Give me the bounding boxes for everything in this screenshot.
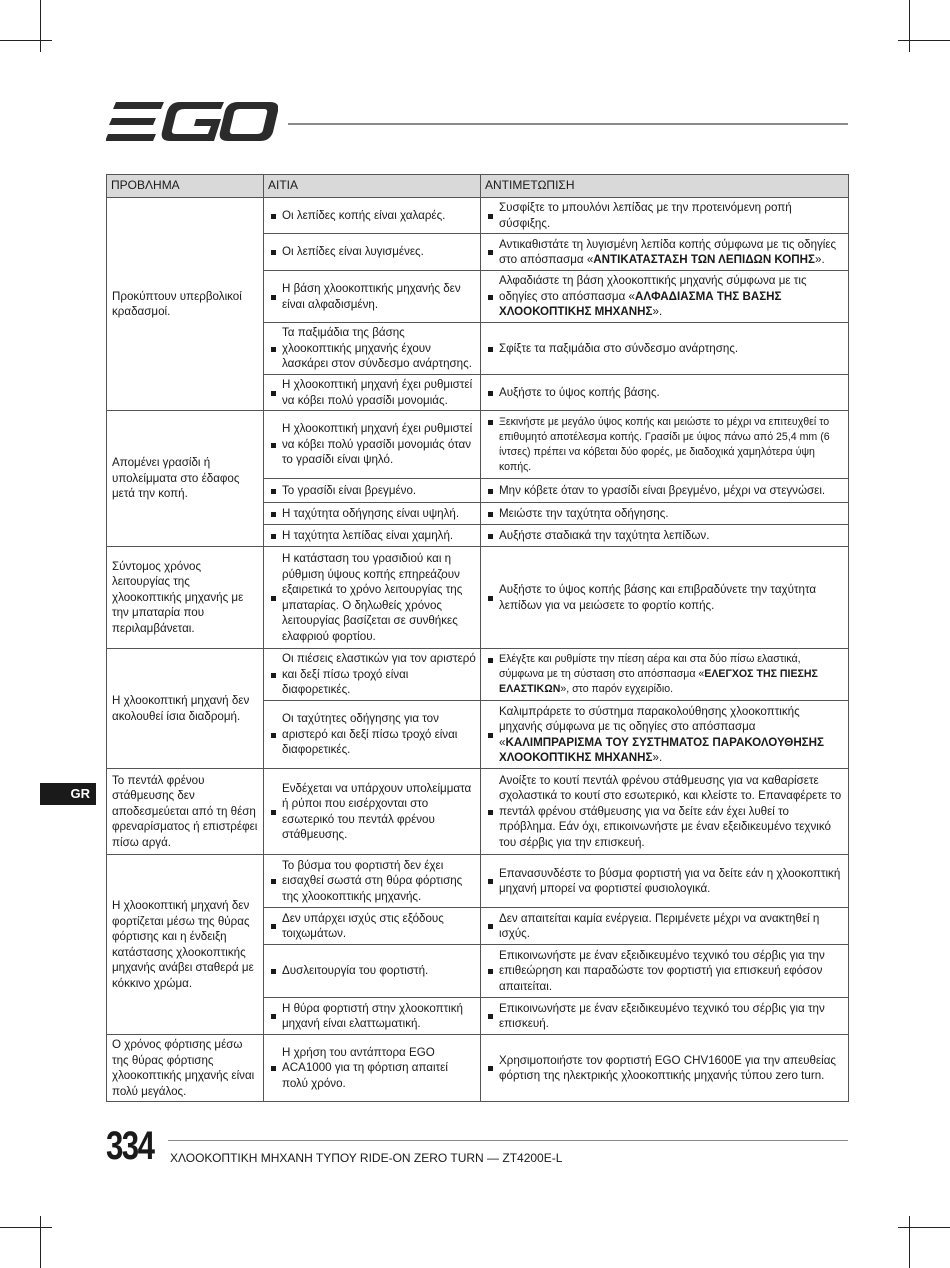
cause-cell: Η χλοοκοπτική μηχανή έχει ρυθμιστεί να κόβει πολύ γρασίδι μονομιάς όταν το γρασίδι είναι ψηλό. [264, 411, 481, 479]
remedy-text: Ελέγξτε και ρυθμίστε την πίεση αέρα και στα δύο πίσω ελαστικά, σύμφωνα με τη σύσταση στο απόσπασμα « [499, 653, 801, 680]
troubleshooting-table [106, 174, 849, 1102]
cause-cell: Οι λεπίδες είναι λυγισμένες. [264, 234, 481, 271]
table-row [107, 1035, 849, 1102]
cause-cell: Οι πιέσεις ελαστικών για τον αριστερό και δεξί πίσω τροχό είναι διαφορετικές. [264, 649, 481, 701]
problem-cell: Σύντομος χρόνος λειτουργίας της χλοοκοπτικής μηχανής με την μπαταρία που περιλαμβάνεται. [107, 547, 264, 649]
remedy-cell [481, 479, 849, 503]
cause-cell: Οι λεπίδες κοπής είναι χαλαρές. [264, 198, 481, 234]
table-row [107, 411, 849, 479]
cause-cell: Η χλοοκοπτική μηχανή έχει ρυθμιστεί να κόβει πολύ γρασίδι μονομιάς. [264, 375, 481, 411]
table-row [107, 547, 849, 649]
remedy-text: Δεν απαιτείται καμία ενέργεια. Περιμένετε μέχρι να ανακτηθεί η ισχύς. [499, 911, 820, 940]
remedy-cell [481, 855, 849, 908]
crop-mark [909, 1216, 910, 1268]
problem-cell: Η χλοοκοπτική μηχανή δεν φορτίζεται μέσω της θύρας φόρτισης και η ένδειξη κατάστασης χλοοκοπτικής μηχανής ανάβει σταθερά με κόκκινο χρώμα. [107, 855, 264, 1035]
remedy-cell [481, 701, 849, 769]
remedy-text: Επικοινωνήστε με έναν εξειδικευμένο τεχνικό του σέρβις για την επιθεώρηση και παραδώστε τον φορτιστή για επισκευή εφόσον απαιτείται. [499, 948, 825, 993]
remedy-text: Αυξήστε το ύψος κοπής βάσης. [499, 385, 660, 399]
remedy-text: Σφίξτε τα παξιμάδια στο σύνδεσμο ανάρτησης. [499, 341, 739, 355]
remedy-cell [481, 375, 849, 411]
crop-mark [0, 1227, 52, 1228]
crop-mark [898, 1227, 950, 1228]
remedy-cell [481, 649, 849, 701]
remedy-cell [481, 769, 849, 855]
problem-cell: Απομένει γρασίδι ή υπολείμματα στο έδαφος μετά την κοπή. [107, 411, 264, 547]
remedy-text: Συσφίξτε το μπουλόνι λεπίδας με την προτεινόμενη ροπή σύσφιξης. [499, 201, 792, 230]
remedy-text: », στο παρόν εγχειρίδιο. [560, 683, 674, 695]
cause-cell: Η βάση χλοοκοπτικής μηχανής δεν είναι αλφαδισμένη. [264, 271, 481, 323]
remedy-cell [481, 1035, 849, 1102]
remedy-cell [481, 525, 849, 547]
column-header-cause: ΑΙΤΙΑ [264, 175, 481, 198]
remedy-text: Επικοινωνήστε με έναν εξειδικευμένο τεχνικό του σέρβις για την επισκευή. [499, 1001, 825, 1030]
crop-mark [0, 40, 52, 41]
remedy-text: Ανοίξτε το κουτί πεντάλ φρένου στάθμευσης για να καθαρίσετε σχολαστικά το κουτί στο εσωτερικό, και κλείστε το. Επαναφέρετε το πεντάλ φρένου στάθμευσης για να δείτε εάν έχει λυθεί το πρόβλημα. Εάν όχι, επικοινωνήστε με έναν εξειδικευμένο τεχνικό του σέρβις για την επισκευή. [499, 773, 842, 849]
remedy-text: Αυξήστε το ύψος κοπής βάσης και επιβραδύνετε την ταχύτητα λεπίδων για να μειώσετε το φορτίο κοπής. [499, 583, 817, 612]
remedy-text: Επανασυνδέστε το βύσμα φορτιστή για να δείτε εάν η χλοοκοπτική μηχανή μπορεί να φορτιστεί φυσιολογικά. [499, 866, 841, 895]
remedy-cell [481, 198, 849, 234]
remedy-text: Καλιμπράρετε το σύστημα παρακολούθησης χλοοκοπτικής μηχανής σύμφωνα με τις οδηγίες στο απόσπασμα « [499, 704, 800, 749]
cause-cell: Το γρασίδι είναι βρεγμένο. [264, 479, 481, 503]
crop-mark [909, 0, 910, 52]
remedy-text: Χρησιμοποιήστε τον φορτιστή EGO CHV1600E για την απευθείας φόρτιση της ηλεκτρικής χλοοκοπτικής μηχανής τύπου zero turn. [499, 1053, 836, 1082]
crop-mark [898, 40, 950, 41]
remedy-text: Αντικαθιστάτε τη λυγισμένη λεπίδα κοπής σύμφωνα με τις οδηγίες στο απόσπασμα « [499, 237, 837, 266]
cause-cell: Τα παξιμάδια της βάσης χλοοκοπτικής μηχανής έχουν λασκάρει στον σύνδεσμο ανάρτησης. [264, 323, 481, 375]
remedy-cell [481, 234, 849, 271]
cause-cell: Το βύσμα του φορτιστή δεν έχει εισαχθεί σωστά στη θύρα φόρτισης της χλοοκοπτικής μηχανής. [264, 855, 481, 908]
ego-logo [106, 102, 278, 142]
footer-rule [168, 1140, 848, 1141]
remedy-cell [481, 998, 849, 1035]
remedy-cell [481, 945, 849, 998]
remedy-cell [481, 411, 849, 479]
language-tab: GR [40, 783, 96, 805]
cause-cell: Δεν υπάρχει ισχύς στις εξόδους τοιχωμάτων. [264, 908, 481, 945]
section-reference: ΑΛΦΑΔΙΑΣΜΑ ΤΗΣ ΒΑΣΗΣ ΧΛΟΟΚΟΠΤΙΚΗΣ ΜΗΧΑΝΗΣ [499, 289, 782, 319]
cause-cell: Η κατάσταση του γρασιδιού και η ρύθμιση ύψους κοπής επηρεάζουν εξαιρετικά το χρόνο λειτουργίας της μπαταρίας. Ο δηλωθείς χρόνος λειτουργίας βασίζεται σε συνθήκες ελαφριού φορτίου. [264, 547, 481, 649]
remedy-text: Ξεκινήστε με μεγάλο ύψος κοπής και μειώστε το μέχρι να επιτευχθεί το επιθυμητό αποτέλεσμα κοπής. Γρασίδι με ύψος πάνω από 25,4 mm (6 ίντσες) πρέπει να κόβεται δύο φορές, με διαδοχικά χαμηλότερα ύψη κοπής. [499, 415, 830, 473]
table-header-row [107, 175, 849, 198]
crop-mark [40, 1216, 41, 1268]
remedy-cell [481, 503, 849, 525]
column-header-problem: ΠΡΟΒΛΗΜΑ [107, 175, 264, 198]
remedy-cell [481, 271, 849, 323]
table-row [107, 855, 849, 908]
cause-cell: Η θύρα φορτιστή στην χλοοκοπτική μηχανή είναι ελαττωματική. [264, 998, 481, 1035]
cause-cell: Η ταχύτητα οδήγησης είναι υψηλή. [264, 503, 481, 525]
table-row [107, 198, 849, 234]
cause-cell: Ενδέχεται να υπάρχουν υπολείμματα ή ρύποι που εισέρχονται στο εσωτερικό του πεντάλ φρένου στάθμευσης. [264, 769, 481, 855]
problem-cell: Προκύπτουν υπερβολικοί κραδασμοί. [107, 198, 264, 411]
cause-cell: Η χρήση του αντάπτορα EGO ACA1000 για τη φόρτιση απαιτεί πολύ χρόνο. [264, 1035, 481, 1102]
footer-title: ΧΛΟΟΚΟΠΤΙΚΗ ΜΗΧΑΝΗ ΤΥΠΟΥ RIDE-ON ZERO TURN — ZT4200E-L [170, 1151, 563, 1165]
remedy-text: ». [815, 253, 825, 266]
problem-cell: Ο χρόνος φόρτισης μέσω της θύρας φόρτισης χλοοκοπτικής μηχανής είναι πολύ μεγάλος. [107, 1035, 264, 1102]
remedy-text: Αυξήστε σταδιακά την ταχύτητα λεπίδων. [499, 528, 710, 542]
column-header-remedy: ΑΝΤΙΜΕΤΩΠΙΣΗ [481, 175, 849, 198]
cause-cell: Η ταχύτητα λεπίδας είναι χαμηλή. [264, 525, 481, 547]
remedy-text: Μειώστε την ταχύτητα οδήγησης. [499, 506, 669, 520]
remedy-text: Μην κόβετε όταν το γρασίδι είναι βρεγμένο, μέχρι να στεγνώσει. [499, 483, 826, 497]
remedy-cell [481, 908, 849, 945]
page-number: 334 [106, 1124, 154, 1168]
remedy-cell [481, 547, 849, 649]
section-reference: ΑΝΤΙΚΑΤΑΣΤΑΣΗ ΤΩΝ ΛΕΠΙΔΩΝ ΚΟΠΗΣ [593, 253, 815, 266]
problem-cell: Η χλοοκοπτική μηχανή δεν ακολουθεί ίσια διαδρομή. [107, 649, 264, 769]
remedy-cell [481, 323, 849, 375]
remedy-text: Αλφαδιάστε τη βάση χλοοκοπτικής μηχανής σύμφωνα με τις οδηγίες στο απόσπασμα « [499, 274, 807, 303]
problem-cell: Το πεντάλ φρένου στάθμευσης δεν αποδεσμεύεται από τη θέση φρεναρίσματος ή επιστρέφει πίσω αργά. [107, 769, 264, 855]
section-reference: ΚΑΛΙΜΠΡΑΡΙΣΜΑ ΤΟΥ ΣΥΣΤΗΜΑΤΟΣ ΠΑΡΑΚΟΛΟΥΘΗΣΗΣ ΧΛΟΟΚΟΠΤΙΚΗΣ ΜΗΧΑΝΗΣ [499, 735, 824, 764]
header-rule [288, 123, 848, 125]
remedy-text: ». [652, 305, 663, 319]
table-row [107, 649, 849, 701]
cause-cell: Δυσλειτουργία του φορτιστή. [264, 945, 481, 998]
remedy-text: ». [652, 751, 663, 764]
section-reference: ΕΛΕΓΧΟΣ ΤΗΣ ΠΙΕΣΗΣ ΕΛΑΣΤΙΚΩΝ [499, 668, 818, 695]
crop-mark [40, 0, 41, 52]
cause-cell: Οι ταχύτητες οδήγησης για τον αριστερό και δεξί πίσω τροχό είναι διαφορετικές. [264, 701, 481, 769]
table-row [107, 769, 849, 855]
